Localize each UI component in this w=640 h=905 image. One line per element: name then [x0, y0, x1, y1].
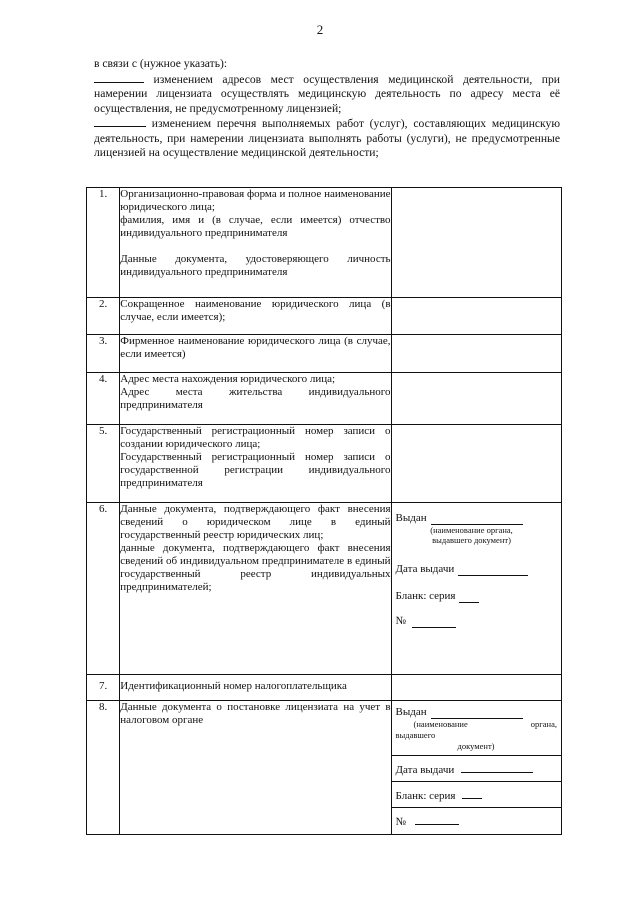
- row-value-field[interactable]: [391, 373, 561, 425]
- number-label: №: [395, 615, 407, 627]
- intro-option-1: [94, 72, 560, 117]
- intro-section: [94, 57, 560, 161]
- row-description: [120, 373, 391, 425]
- form-series-label: Бланк: серия: [395, 590, 456, 602]
- row-text: Адрес места нахождения юридического лица;: [120, 373, 336, 385]
- issued-cell: [392, 701, 561, 756]
- intro-lead: в связи с (нужное указать):: [94, 57, 228, 70]
- table-row: [87, 188, 562, 298]
- hint-part: (наименование: [413, 719, 468, 729]
- page-number: 2: [316, 22, 324, 37]
- table-row: [87, 298, 562, 335]
- issued-hint: (наименование органа, выдавшего документ): [430, 525, 513, 545]
- row-text: Данные документа, подтверждающего факт внесения сведений о юридическом лице в единый государственный реестр юридических лиц;: [120, 503, 391, 541]
- licensee-data-table: [86, 187, 562, 835]
- hint-part: органа,: [530, 719, 557, 729]
- row-description: Фирменное наименование юридического лица (в случае, если имеется): [120, 335, 391, 373]
- row-description: Данные документа о постановке лицензиата на учет в налоговом органе: [120, 701, 391, 835]
- row-description: [120, 188, 391, 298]
- row-text: Данные документа, удостоверяющего личность индивидуального предпринимателя: [120, 253, 391, 278]
- row-number: 1.: [87, 188, 120, 298]
- row-value-field[interactable]: [391, 188, 561, 298]
- table-row: [87, 701, 562, 835]
- row-number: 4.: [87, 373, 120, 425]
- number-label: №: [395, 816, 407, 828]
- row-value-field[interactable]: [391, 675, 561, 701]
- issue-date-label: Дата выдачи: [395, 764, 455, 776]
- issued-label: Выдан: [395, 512, 427, 524]
- row-value-field[interactable]: [391, 425, 561, 503]
- hint-part: документ): [457, 741, 495, 751]
- row-value-field[interactable]: [391, 298, 561, 335]
- issued-label: Выдан: [395, 706, 427, 718]
- issued-by-field[interactable]: [431, 513, 523, 525]
- form-series-field[interactable]: [459, 591, 479, 603]
- option-1-blank[interactable]: [94, 72, 144, 83]
- form-series-field[interactable]: [462, 787, 482, 799]
- table-row: [87, 373, 562, 425]
- row-number: 7.: [87, 675, 120, 701]
- option-1-text: изменением адресов мест осуществления медицинской деятельности, при намерении лицензиата осуществлять медицинскую деятельность по адресу места её осуществления, не предусмотренному лицензией;: [94, 72, 560, 115]
- row-number: 3.: [87, 335, 120, 373]
- row-number: 2.: [87, 298, 120, 335]
- row-text: данные документа, подтверждающего факт внесения сведений об индивидуальном предпринимателе в единый государственный реестр индивидуальных предпринимателей;: [120, 542, 391, 593]
- form-series-cell: [392, 782, 561, 808]
- row-text: Государственный регистрационный номер записи о государственной регистрации индивидуального предпринимателя: [120, 451, 391, 489]
- option-2-text: изменением перечня выполняемых работ (услуг), составляющих медицинскую деятельность, при намерении лицензиата выполнять работы (услуги), не предусмотренные лицензией на осуществление медицинской деятельности;: [94, 117, 560, 159]
- table-row: [87, 675, 562, 701]
- issue-date-field[interactable]: [461, 761, 533, 773]
- row-number: 6.: [87, 503, 120, 675]
- option-2-blank[interactable]: [94, 116, 146, 127]
- intro-option-2: [94, 116, 560, 161]
- issue-date-cell: [392, 756, 561, 782]
- issue-date-label: Дата выдачи: [395, 563, 455, 575]
- number-cell: [392, 808, 561, 833]
- row-text: Государственный регистрационный номер записи о создании юридического лица;: [120, 425, 391, 450]
- issued-hint: [396, 719, 557, 752]
- table-row: [87, 335, 562, 373]
- row-text: Адрес места жительства индивидуального предпринимателя: [120, 386, 391, 411]
- issued-by-field[interactable]: [431, 707, 523, 719]
- row-description: Идентификационный номер налогоплательщика: [120, 675, 391, 701]
- table-row: [87, 503, 562, 675]
- number-field[interactable]: [415, 813, 459, 825]
- hint-part: выдавшего: [395, 730, 436, 740]
- row-text: фамилия, имя и (в случае, если имеется) отчество индивидуального предпринимателя: [120, 214, 391, 239]
- row-number: 8.: [87, 701, 120, 835]
- row-value-field[interactable]: [391, 335, 561, 373]
- row-6-document-fields: [391, 503, 561, 675]
- row-number: 5.: [87, 425, 120, 503]
- row-8-document-fields: [391, 701, 561, 835]
- row-description: [120, 425, 391, 503]
- row-description: Сокращенное наименование юридического лица (в случае, если имеется);: [120, 298, 391, 335]
- issue-date-field[interactable]: [458, 564, 528, 576]
- form-series-label: Бланк: серия: [395, 790, 456, 802]
- row-text: Организационно-правовая форма и полное наименование юридического лица;: [120, 188, 391, 213]
- row-description: [120, 503, 391, 675]
- table-row: [87, 425, 562, 503]
- number-field[interactable]: [412, 616, 456, 628]
